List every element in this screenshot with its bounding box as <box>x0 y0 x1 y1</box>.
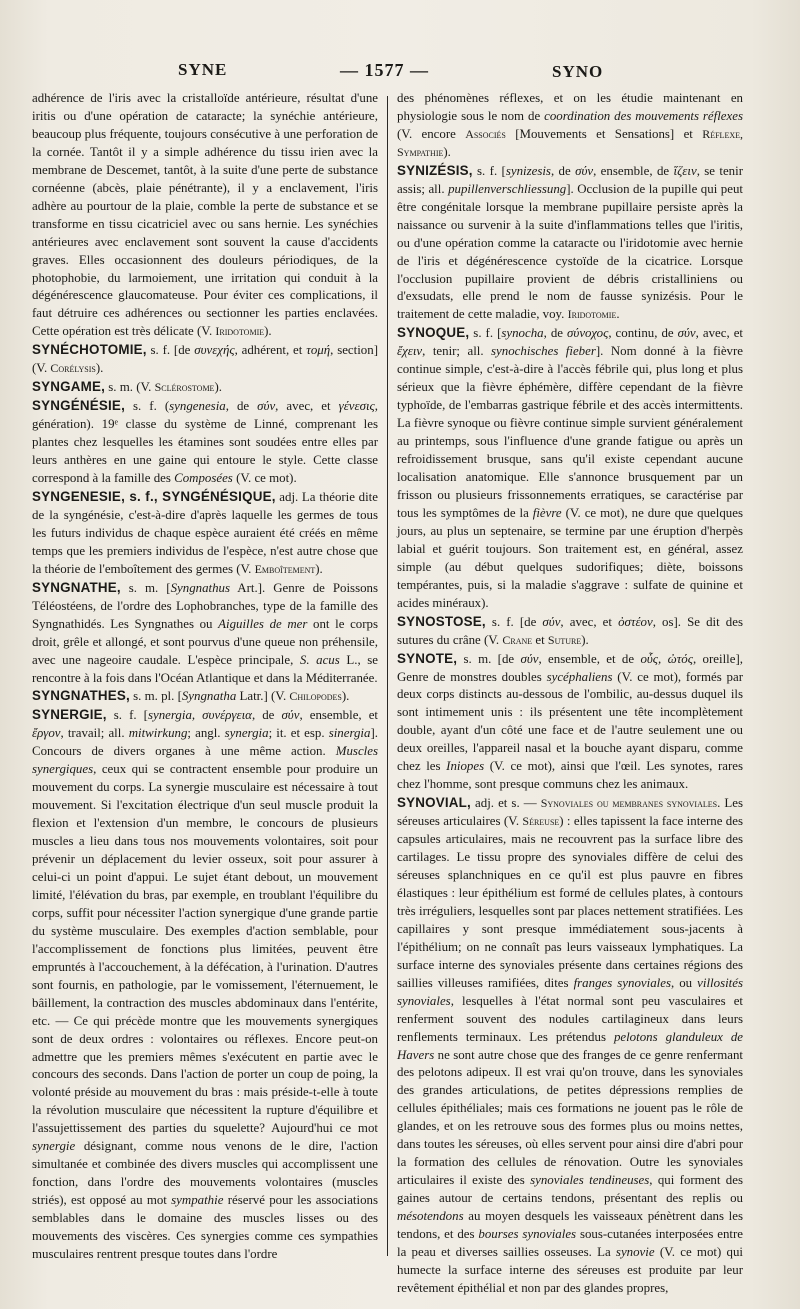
entry-headword: SYNIZÉSIS, <box>397 162 473 178</box>
italic-text: σύν <box>281 708 300 723</box>
entry-text: s. f. [de <box>146 343 195 358</box>
entry-text: au moyen desquels les vaisseaux pénètrent dans les tendons, et des <box>397 1209 743 1242</box>
entry-text: , de <box>225 399 258 414</box>
entry-text: , ou <box>670 975 698 990</box>
entry-text: , continu, de <box>608 326 678 341</box>
header-left-guide-word: SYNE <box>178 60 228 79</box>
entry-headword: SYNOQUE, <box>397 325 470 341</box>
entry-text: L., se rencontre à la fois dans l'Océan Atlantique et dans la Méditerranée. <box>32 652 378 685</box>
entry-headword: SYNGAME, <box>32 379 106 395</box>
italic-text: synergia <box>224 726 269 741</box>
entry-text: . <box>616 307 620 322</box>
italic-text: sinergia <box>328 726 371 741</box>
entry-text: (V. ce mot). <box>232 471 297 486</box>
entry-text: s. m. [ <box>120 580 171 595</box>
italic-text: pelotons glanduleux de Havers <box>397 1029 743 1062</box>
entry-text: réservé pour les associations semblables dans le domaine des muscles lisses ou des mouvements des viscères. Ces synergies comme ces sympathies musculaires rentrent presque toutes dans l'ordre <box>32 1193 378 1261</box>
entry-text: ). <box>443 144 451 159</box>
entry-headword: SYNERGIE, <box>32 707 107 723</box>
italic-text: synergia, συνέργεια <box>147 708 252 723</box>
entry-text: ]. Occlusion de la pupille qui peut être congénitale lorsque la membrane pupillaire persiste après la naissance ou survenir à la suite d'inflammations telles que l'iritis, ou d'une opération comme la cataracte ou l'iridotomie avec hernie de l'iris et dégénérescence cystoïde de la cicatrice. Lorsque l'occlusion pupillaire provient de débris cristalliniens ou d'exsudats, elle prend le nom de fausse synizésis. Pour le traitement de cette maladie, voy. <box>397 181 743 322</box>
entry-text: s. f. [ <box>469 326 502 341</box>
italic-text: γένεσις <box>338 399 375 414</box>
dictionary-entry <box>32 90 378 341</box>
italic-text: οὖς, ὠτός <box>640 651 693 666</box>
italic-text: ἵζειν <box>673 163 697 178</box>
entry-text: , ensemble, et <box>299 708 378 723</box>
entry-text: , avec, et <box>275 399 339 414</box>
entry-text: adhérence de l'iris avec la cristalloïde antérieure, résultat d'une iritis ou d'une opération de cataracte; la synéchie antérieure, beaucoup plus fréquente, toujours consécutive à une perforation de la cornée. Tantôt il y a simple adhérence du tissu irien avec la membrane de Descemet, tantôt, à la suite d'une perte de substance cornéenne (abcès, plaie pénétrante), il y a enclavement, l'iris adhère au pourtour de la plaie, comble la perte de substance et se transforme en tissu cicatriciel avec ou sans hernie. Les synéchies antérieures avec enclavement sont souvent la cause d'accidents graves. Elles occasionnent des douleurs périodiques, de la photophobie, du larmoiement, une irritation qui conduit à la dégénérescence glaucomateuse. Pour éviter ces complications, il faut détruire ces adhérences ou sectionner les parties enclavées. Cette opération est très délicate (V. <box>32 91 378 339</box>
dictionary-entry <box>32 579 378 688</box>
italic-text: synizesis <box>505 163 551 178</box>
entry-text: (V. ce mot), formés par deux corps distincts au-dessous de l'ombilic, au-dessus duquel ils sont intimement unis : ils présentent une tête incomplètement double, ayant d'un côté une face et de l'autre seulement une ou deux oreilles, l'appareil nasal et la bouche ayant disparu, comme chez les <box>397 669 743 774</box>
entry-text: ; angl. <box>187 726 225 741</box>
italic-text: σύν <box>520 651 539 666</box>
entry-text: adj. et s. — <box>470 796 541 811</box>
entry-text: , section] (V. <box>32 343 378 376</box>
entry-text: adj. La théorie dite de la syngénésie, c'est-à-dire d'après laquelle les germes de tous les futurs individus de chaque espèce auraient été créés en même temps que les premiers individus de l'espèce, n'est autre chose que la théorie de l'emboîtement des germes (V. <box>32 489 378 576</box>
cross-reference: Associés <box>465 126 506 141</box>
italic-text: Composées <box>174 471 233 486</box>
entry-headword: SYNGNATHE, <box>32 579 121 595</box>
dictionary-entry <box>397 90 743 162</box>
entry-text: , avec, et <box>695 326 744 341</box>
italic-text: mitwirkung <box>128 726 188 741</box>
entry-text: (V. ce mot) qui humecte la surface interne des séreuses est produite par leur revêtement épithélial et non par des glandes propres, <box>397 1245 743 1295</box>
dictionary-entry <box>397 650 743 795</box>
entry-text: ]. Concours de divers organes à une même action. <box>32 726 378 759</box>
entry-text: , oreille], Genre de monstres doubles <box>397 651 743 684</box>
entry-text: , os]. Se dit des sutures du crâne (V. <box>397 614 743 647</box>
entry-text: et <box>532 632 548 647</box>
entry-text: , qui forment des gaines autour de certains tendons, présentant des replis ou <box>397 1173 743 1206</box>
entry-text: ). <box>95 361 104 376</box>
entry-text: , de <box>550 163 576 178</box>
left-column <box>32 90 378 1264</box>
entry-text: , de <box>543 326 568 341</box>
entry-text: , ceux qui se contractent ensemble pour produire un mouvement du corps. La synergie musculaire est nécessaire à tout mouvement. Si l'excitation électrique d'un seul muscle produit la flexion et l'extension d'un membre, le concours de plusieurs muscles a lieu dans tous nos mouvements volontaires, soit pour prévenir un déplacement du levier osseux, soit pour assurer à celui-ci un point d'appui. Le sujet étant debout, un mouvement limité, l'élévation du bras, par exemple, en troublant l'équilibre du corps, suffit pour nécessiter l'action synergique d'une grande partie du système musculaire. Des exemples d'action semblable, pour l'accomplissement de fonctions plus limitées, peuvent être empruntés à l'accouchement, à la défécation, à l'urination. D'autres sont fournis, en pathologie, par le vomissement, l'éternuement, le bâillement, la contraction des muscles abdominaux dans l'entérite, etc. — Ce qui précède montre que les mouvements synergiques sont de deux ordres : volontaires ou réflexes. Encore peut-on admettre que les premiers mêmes s'exécutent en partie avec le concours des seconds. Dans l'action de porter un coup de poing, la volonté préside au mouvement du bras : mais préside-t-elle à toute la révolution musculaire que nécessitent la rupture d'équilibre et l'assujettissement des parties du squelette? Aujourd'hui ce mot <box>32 762 378 1136</box>
entry-text: , adhérent, et <box>234 343 307 358</box>
entry-headword: SYNOSTOSE, <box>397 613 486 629</box>
entry-text: ). <box>341 689 350 704</box>
italic-text: villosités synoviales <box>397 975 744 1008</box>
italic-text: synergie <box>32 1139 76 1154</box>
cross-reference: Corélysis <box>50 361 96 376</box>
entry-headword: SYNÉCHOTOMIE, <box>32 342 147 358</box>
entry-text: ). <box>581 632 589 647</box>
entry-text: ; it. et esp. <box>268 726 329 741</box>
italic-text: σύν <box>575 163 594 178</box>
italic-text: synovie <box>615 1245 655 1259</box>
cross-reference: Emboîtement <box>254 561 316 576</box>
cross-reference: Crane <box>502 632 533 647</box>
entry-text: s. f. [ <box>106 708 148 723</box>
entry-text: [Mouvements et Sensations] et <box>505 126 703 141</box>
dictionary-entry <box>397 162 743 325</box>
entry-text: des phénomènes réflexes, et on les étudie maintenant en physiologie sous le nom de <box>397 91 743 123</box>
dictionary-entry <box>32 706 378 1264</box>
italic-text: synoviales tendineuses <box>530 1173 650 1188</box>
entry-text: (V. ce mot), ne dure que quelques jours, au plus un septenaire, se termine par une éruption d'herpès labial et guérit toujours. Son traitement est, en général, assez simple (au début quelques sudorifiques; diète, boissons tempérantes, puis, si la maladie s'aggrave : sulfate de quinine et acides minéraux). <box>397 505 743 610</box>
entry-text: ). <box>214 380 222 395</box>
italic-text: σύν <box>677 326 696 341</box>
entry-text: ]. Nom donné à la fièvre continue simple, c'est-à-dire à l'accès fébrile qui, plus long et plus sérieux que la fièvre éphémère, diffère cependant de la fièvre typhoïde, de l'embarras gastrique fébrile et des accès intermittents. La fièvre synoque ou fièvre continue simple survient généralement au printemps, sous l'influence d'une grande fatigue ou après un refroidissement brusque, sans qu'il existe cependant aucune localisation anatomique. Elle s'annonce brusquement par un frisson ou plusieurs frissonnements erratiques, se caractérise par tous les symptômes de la <box>397 344 743 520</box>
entry-text: , ensemble, et de <box>538 651 641 666</box>
entry-text: , génération). 19ᵉ classe du système de Linné, comprenant les plantes chez lesquelles les étamines sont soudées entre elles par leurs anthères en une gaine qui entoure le style. Cette classe correspond à la famille des <box>32 399 378 486</box>
entry-text: (V. encore <box>397 126 466 141</box>
running-header <box>0 56 800 86</box>
dictionary-entry <box>32 488 378 579</box>
dictionary-entry <box>397 794 743 1298</box>
italic-text: fièvre <box>532 505 562 520</box>
italic-text: ἔργον <box>32 726 61 741</box>
italic-text: σύν <box>257 399 276 414</box>
entry-text: s. f. ( <box>125 399 170 414</box>
dictionary-entry <box>32 341 378 378</box>
entry-text: . Les séreuses articulaires (V. <box>397 796 743 829</box>
italic-text: Aiguilles de mer <box>218 616 308 631</box>
cross-reference: Sclérostome <box>154 380 215 395</box>
entry-text: , lesquelles à l'état normal sont peu vasculaires et renferment souvent des nodules cartilagineux dans leurs renflements terminaux. Les prétendus <box>397 993 743 1044</box>
italic-text: σύνοχος <box>567 326 609 341</box>
italic-text: Muscles synergiques <box>32 744 378 777</box>
italic-text: σύν <box>542 614 561 629</box>
italic-text: sympathie <box>171 1193 224 1208</box>
cross-reference: Séreuse <box>522 814 560 829</box>
italic-text: Iniopes <box>446 759 485 774</box>
cross-reference: Iridotomie <box>215 324 265 339</box>
entry-text: ). <box>264 324 272 339</box>
italic-text: syngenesia <box>169 399 226 414</box>
header-right-guide-word: SYNO <box>552 62 604 81</box>
entry-text: s. m. (V. <box>105 380 155 395</box>
italic-text: Syngnatha <box>181 689 237 704</box>
dictionary-entry <box>32 687 378 706</box>
italic-text: coordination des mouvements réflexes <box>544 108 743 123</box>
italic-text: συνεχής <box>194 343 235 358</box>
dictionary-entry <box>397 324 743 612</box>
entry-text: sous-cutanées interposées entre la peau et diverses saillies osseuses. La <box>397 1227 744 1259</box>
italic-text: pupillenverschliessung <box>448 181 567 196</box>
entry-text: Latr.] (V. <box>236 689 290 704</box>
entry-text: ). <box>315 561 323 576</box>
italic-text: Syngnathus <box>170 580 231 595</box>
entry-text: désignant, comme nous venons de le dire, l'action simultanée et combinée des divers muscles qui accomplissent une fonction, dans l'ordre des mouvements volontaires (muscles striés), est opposé au mot <box>32 1139 378 1208</box>
entry-headword: SYNGENESIE, s. f., SYNGÉNÉSIQUE, <box>32 488 276 504</box>
entry-text: , travail; all. <box>60 726 129 741</box>
entry-text: , tenir; all. <box>422 344 492 359</box>
italic-text: S. acus <box>299 652 340 667</box>
dictionary-entry <box>32 378 378 397</box>
entry-headword: SYNOVIAL, <box>397 795 471 811</box>
entry-headword: SYNGNATHES, <box>32 688 130 704</box>
entry-text: , de <box>251 708 282 723</box>
entry-text: s. m. [de <box>457 651 521 666</box>
italic-text: synochisches fieber <box>491 344 596 359</box>
italic-text: τομή <box>306 343 331 358</box>
entry-text: (V. ce mot), ainsi que l'œil. Les synotes, rares chez l'homme, sont presque communs chez les animaux. <box>397 759 743 792</box>
entry-text: , ensemble, de <box>593 163 674 178</box>
italic-text: ὀστέον <box>618 614 653 629</box>
column-divider <box>387 96 388 1256</box>
entry-headword: SYNGÉNÉSIE, <box>32 398 125 414</box>
entry-text: ) : elles tapissent la face interne des capsules articulaires, mais ne recouvrent pas la surface libre des cartilages. Le tissu propre des synoviales diffère de celui des séreuses splanchniques en ce qu'il est plus pauvre en fibres élastiques : leur épithélium est formé de cellules plates, à contours très irréguliers, lesquelles sont par places nettement stratifiées. Les capillaires y sont presque immédiatement sous-jacents à l'épithélium; on ne connaît pas leurs vaisseaux lymphatiques. La surface interne des synoviales présente dans certaines régions des saillies villeuses ramifiées, dites <box>397 814 743 990</box>
right-column <box>397 90 743 1298</box>
italic-text: ἔχειν <box>397 344 423 359</box>
cross-reference: Iridotomie <box>567 307 617 322</box>
page-number: — 1577 — <box>340 60 429 80</box>
entry-headword: SYNOTE, <box>397 650 458 666</box>
dictionary-entry <box>32 397 378 488</box>
italic-text: sycéphaliens <box>546 669 613 684</box>
entry-text: s. f. [ <box>472 163 506 178</box>
dictionary-entry <box>397 613 743 650</box>
cross-reference: Suture <box>547 632 582 647</box>
italic-text: mésotendons <box>397 1209 464 1224</box>
entry-text: ne sont autre chose que des franges de ce genre renfermant des pelotons adipeux. Il est vrai qu'on trouve, dans les synoviales des grandes articulations, de petites dépressions remplies de cellules épithéliales; mais ces formations ne jouent pas le rôle de glandes, et on les retrouve sous des formes plus ou moins nettes, dans toutes les séreuses, où elles servent pour ainsi dire d'abri pour la formation des cellules de rénovation. Outre les synoviales articulaires il existe des <box>397 1047 743 1188</box>
cross-reference: Synoviales ou membranes synoviales <box>540 796 718 811</box>
entry-text: s. m. pl. [ <box>129 689 182 704</box>
italic-text: bourses synoviales <box>478 1227 577 1242</box>
entry-text: s. f. [de <box>485 614 543 629</box>
italic-text: synocha <box>501 326 544 341</box>
entry-text: , se tenir assis; all. <box>397 163 744 196</box>
italic-text: franges synoviales <box>573 975 671 990</box>
cross-reference: Réflexe, Sympathie <box>397 126 743 159</box>
entry-text: Art.]. Genre de Poissons Téléostéens, de l'ordre des Lophobranches, type de la famille des Syngnathidés. Les Syngnathes ou <box>32 580 378 631</box>
entry-text: , avec, et <box>560 614 619 629</box>
cross-reference: Chilopodes <box>289 689 342 704</box>
entry-text: ont le corps droit, grêle et allongé, et sont pourvus d'une queue non préhensile, avec une nageoire caudale. L'espèce principale, <box>32 616 378 667</box>
